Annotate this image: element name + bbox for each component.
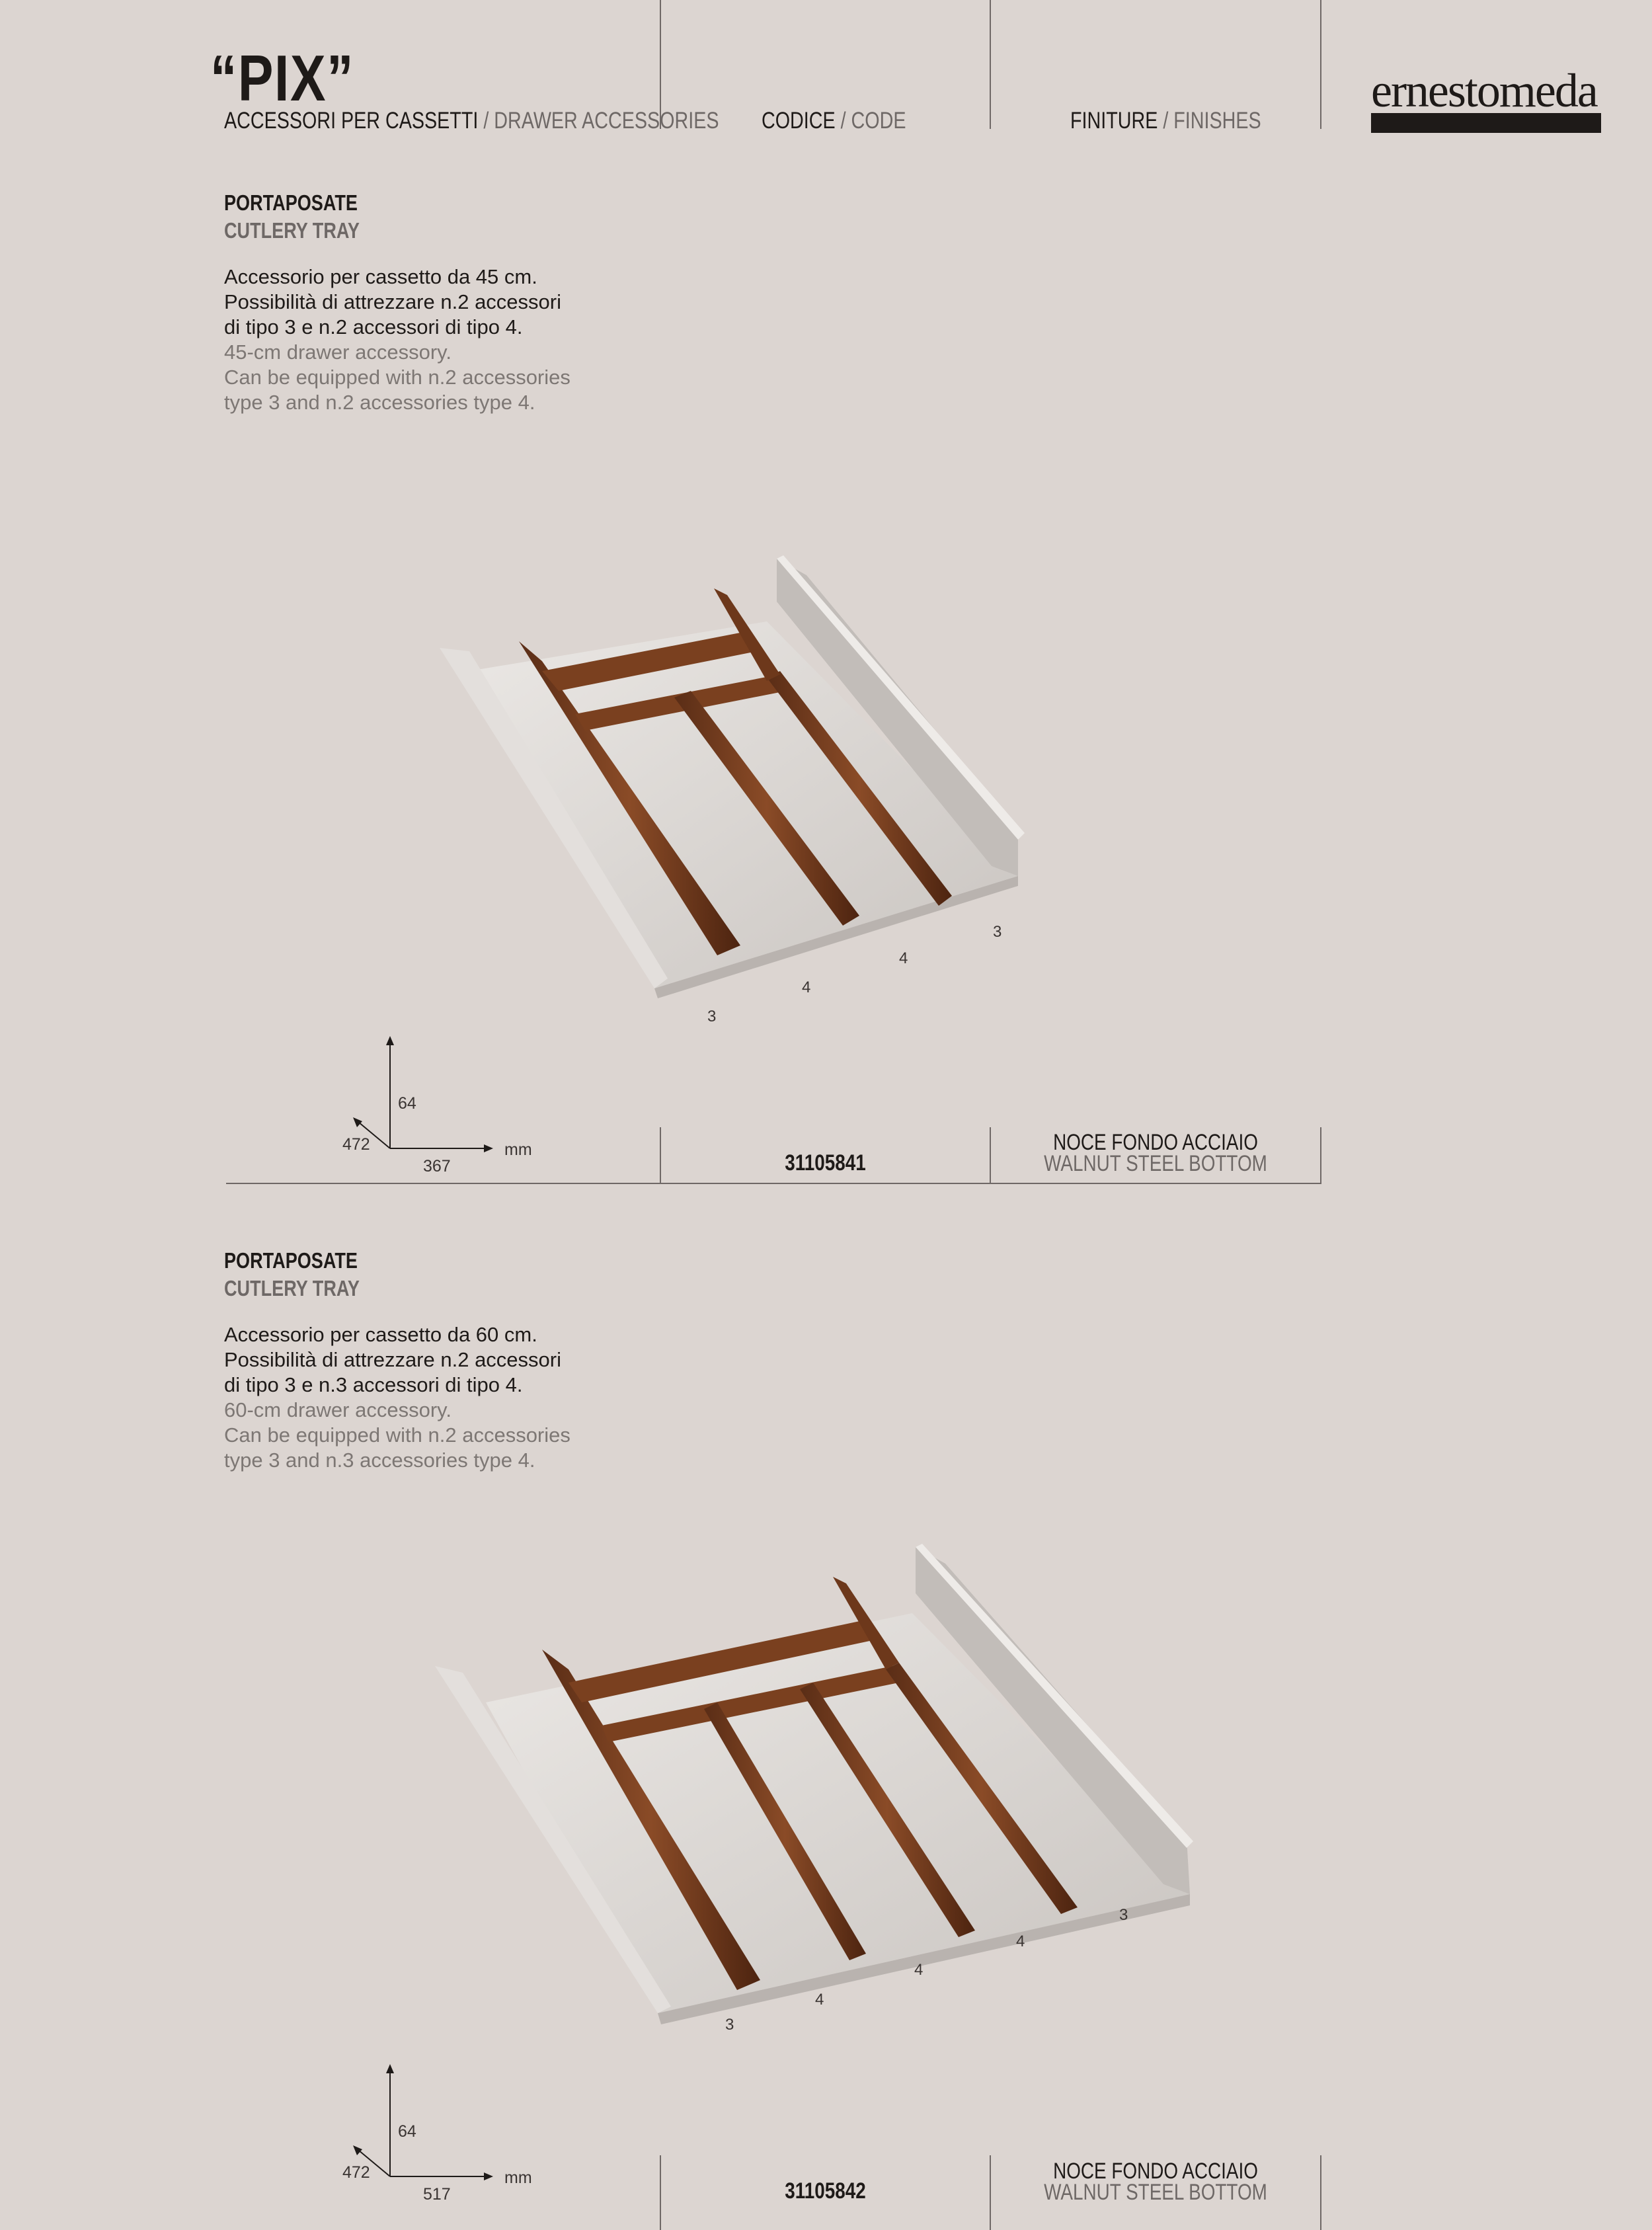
product-2-name-en: CUTLERY TRAY <box>224 1276 360 1300</box>
product-1-desc-it-line: Accessorio per cassetto da 45 cm. <box>224 265 537 288</box>
compartment-label: 4 <box>914 1961 924 1979</box>
product-1-finish-en: WALNUT STEEL BOTTOM <box>1044 1151 1267 1176</box>
dim-height: 64 <box>398 2122 416 2141</box>
product-2-desc-en-line: type 3 and n.3 accessories type 4. <box>224 1449 535 1472</box>
product-2-description <box>224 1322 570 1473</box>
header-code-it: CODICE <box>762 108 836 134</box>
product-1-code-cell <box>661 1150 990 1176</box>
product-1-description <box>224 264 570 415</box>
header-category: ACCESSORI PER CASSETTI / DRAWER ACCESSORIES <box>224 108 719 134</box>
arrow-icon <box>484 2172 493 2180</box>
product-2-code: 31105842 <box>785 2178 866 2204</box>
product-1-tray-image <box>410 542 1058 1045</box>
compartment-label: 4 <box>815 1991 824 2009</box>
tray-base <box>486 1613 1190 2013</box>
product-2-desc-en-line: 60-cm drawer accessory. <box>224 1398 452 1421</box>
product-1-name-it: PORTAPOSATE <box>224 190 358 215</box>
header-finishes-en: FINISHES <box>1173 108 1261 134</box>
row-divider <box>1320 2155 1321 2230</box>
compartment-label: 4 <box>1016 1932 1025 1950</box>
product-2-finish-en: WALNUT STEEL BOTTOM <box>1044 2180 1267 2205</box>
product-2-finish-cell <box>991 2161 1320 2203</box>
header-finishes-it: FINITURE <box>1070 108 1158 134</box>
product-2-name-it: PORTAPOSATE <box>224 1248 358 1273</box>
arrow-icon <box>353 2145 362 2155</box>
product-2-desc-it-line: di tipo 3 e n.3 accessori di tipo 4. <box>224 1373 523 1396</box>
product-2-finish-it: NOCE FONDO ACCIAIO <box>1053 2159 1258 2184</box>
dim-width: 517 <box>423 2185 451 2204</box>
product-1-name-en: CUTLERY TRAY <box>224 218 360 243</box>
product-1-finish-cell <box>991 1132 1320 1174</box>
product-1-desc-en-line: Can be equipped with n.2 accessories <box>224 366 570 389</box>
product-1-desc-it-line: di tipo 3 e n.2 accessori di tipo 4. <box>224 315 523 338</box>
arrow-icon <box>353 1117 362 1127</box>
dim-depth: 472 <box>342 2163 370 2182</box>
product-1-dimension-diagram <box>311 1035 549 1187</box>
product-2-code-cell <box>661 2178 990 2204</box>
product-1-finish-it: NOCE FONDO ACCIAIO <box>1053 1130 1258 1155</box>
product-2-dimension-diagram <box>311 2063 549 2215</box>
brand-logo-text: ernestomeda <box>1371 64 1597 117</box>
product-2-desc-it-line: Possibilità di attrezzare n.2 accessori <box>224 1348 562 1371</box>
compartment-label: 3 <box>1119 1906 1128 1924</box>
header-category-it: ACCESSORI PER CASSETTI <box>224 108 479 134</box>
product-2-tray-image <box>410 1527 1203 2050</box>
product-1-desc-en-line: 45-cm drawer accessory. <box>224 340 452 364</box>
arrow-icon <box>386 2064 394 2073</box>
product-1-code: 31105841 <box>785 1150 866 1175</box>
header-finishes: FINITURE / FINISHES <box>1070 108 1261 134</box>
arrow-icon <box>484 1144 493 1152</box>
dim-depth: 472 <box>342 1135 370 1154</box>
compartment-label: 3 <box>993 923 1002 941</box>
product-1-heading <box>224 190 389 243</box>
header-code: CODICE / CODE <box>762 108 906 134</box>
dim-width: 367 <box>423 1157 451 1175</box>
product-1-desc-it-line: Possibilità di attrezzare n.2 accessori <box>224 290 562 313</box>
row-divider <box>1320 1127 1321 1183</box>
product-2-heading <box>224 1248 389 1301</box>
page-title-wrap <box>210 41 386 116</box>
compartment-label: 4 <box>899 949 908 967</box>
product-2-desc-it-line: Accessorio per cassetto da 60 cm. <box>224 1323 537 1346</box>
dim-unit: mm <box>504 2169 532 2187</box>
brand-logo <box>1371 63 1602 133</box>
dim-unit: mm <box>504 1140 532 1159</box>
dim-height: 64 <box>398 1094 416 1113</box>
header-divider-3 <box>1320 0 1321 129</box>
product-1-desc-en-line: type 3 and n.2 accessories type 4. <box>224 391 535 414</box>
product-1-bottom-rule <box>226 1183 1321 1184</box>
header-category-en: DRAWER ACCESSORIES <box>494 108 719 134</box>
arrow-icon <box>386 1036 394 1045</box>
page-title: “PIX” <box>210 42 355 114</box>
header-divider-2 <box>990 0 991 129</box>
header-code-en: CODE <box>851 108 906 134</box>
compartment-label: 4 <box>802 978 811 996</box>
compartment-label: 3 <box>725 2016 734 2034</box>
product-2-desc-en-line: Can be equipped with n.2 accessories <box>224 1423 570 1447</box>
compartment-label: 3 <box>707 1008 717 1025</box>
